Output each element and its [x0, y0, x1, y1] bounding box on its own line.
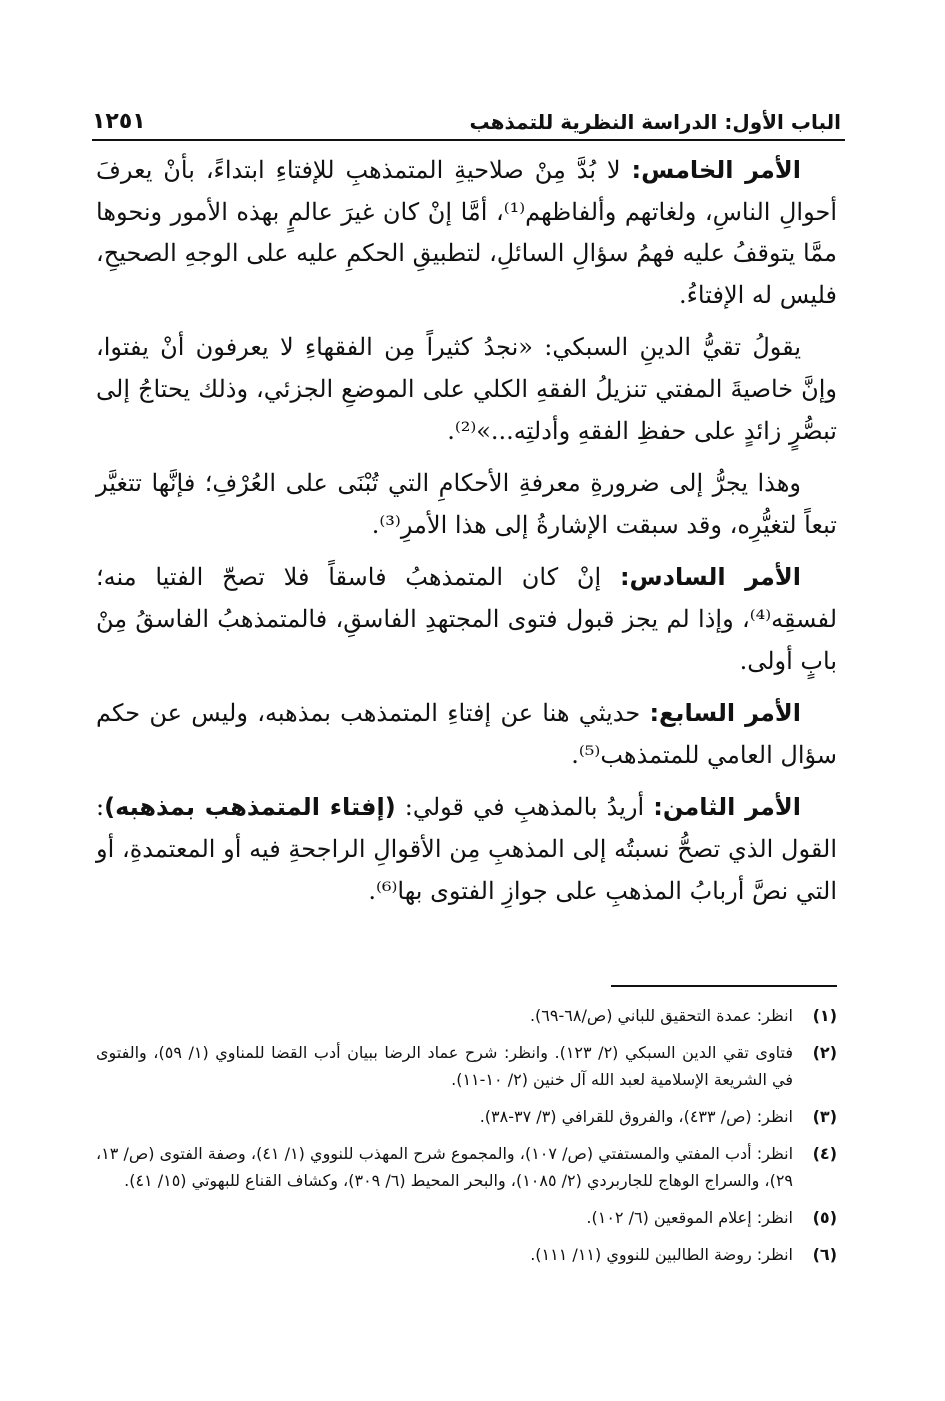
paragraph: [96, 327, 837, 452]
main-text: [96, 150, 837, 923]
paragraph-lead: الأمر السابع:: [649, 699, 801, 728]
paragraph-text: لا بُدَّ مِنْ صلاحيةِ المتمذهبِ للإفتاءِ ابتداءً، بأنْ يعرفَ أحوالِ الناسِ، ولغاتهم وألفاظهم⁽¹⁾، أمَّا إنْ كان غيرَ عالمٍ بهذه الأمور ونحوها ممَّا يتوقفُ عليه فهمُ سؤالِ السائلِ، لتطبيقِ الحكمِ عليه على الوجهِ الصحيحِ، فليس له الإفتاءُ.: [96, 156, 837, 309]
footnote-number: (٢): [812, 1043, 837, 1062]
paragraph: [96, 787, 837, 912]
paragraph-lead: الأمر الثامن:: [653, 793, 801, 822]
footnote: [96, 1002, 837, 1029]
footnote-divider: [611, 985, 837, 987]
paragraph-text: حديثي هنا عن إفتاءِ المتمذهب بمذهبه، وليس عن حكم سؤال العامي للمتمذهب⁽⁵⁾.: [96, 699, 837, 769]
paragraph-text: إنْ كان المتمذهبُ فاسقاً فلا تصحّ الفتيا منه؛ لفسقِه⁽⁴⁾، وإذا لم يجز قبول فتوى المجتهدِ الفاسقِ، فالمتمذهبُ الفاسقُ مِنْ بابٍ أولى.: [96, 563, 837, 675]
footnote: [96, 1039, 837, 1093]
paragraph-lead: الأمر السادس:: [619, 563, 801, 592]
footnote-text: فتاوى تقي الدين السبكي (٢/ ١٢٣). وانظر: شرح عماد الرضا ببيان أدب القضا للمناوي (١/ ٥٩)، والفتوى في الشريعة الإسلامية لعبد الله آل خنين (٢/ ١٠-١١).: [96, 1043, 794, 1089]
header-divider: [92, 139, 845, 141]
paragraph-lead: الأمر الخامس:: [631, 156, 801, 184]
paragraph-text: وهذا يجرُّ إلى ضرورةِ معرفةِ الأحكامِ التي تُبْنَى على العُرْفِ؛ فإنَّها تتغيَّر تبعاً لتغيُّرِه، وقد سبقت الإشارةُ إلى هذا الأمرِ⁽³⁾.: [96, 469, 837, 539]
chapter-title: الباب الأول: الدراسة النظرية للتمذهب: [469, 110, 841, 134]
paragraph-text: : القول الذي تصحُّ نسبتُه إلى المذهبِ مِن الأقوالِ الراجحةِ فيه أو المعتمدةِ، أو التي نصَّ أربابُ المذهبِ على جوازِ الفتوى بها⁽⁶⁾.: [96, 793, 837, 905]
footnote-number: (١): [812, 1006, 837, 1025]
footnote-text: انظر: إعلام الموقعين (٦/ ١٠٢).: [586, 1208, 793, 1227]
footnote: [96, 1103, 837, 1130]
paragraph: [96, 557, 837, 682]
footnote-text: انظر: روضة الطالبين للنووي (١١/ ١١١).: [530, 1245, 793, 1264]
footnote: [96, 1140, 837, 1194]
paragraph: [96, 150, 837, 316]
footnote: [96, 1241, 837, 1268]
footnote: [96, 1204, 837, 1231]
paragraph-text: أريدُ بالمذهبِ في قولي:: [395, 793, 645, 822]
footnote-text: انظر: (ص/ ٤٣٣)، والفروق للقرافي (٣/ ٣٧-٣٨).: [479, 1107, 793, 1126]
footnote-text: انظر: أدب المفتي والمستفتي (ص/ ١٠٧)، والمجموع شرح المهذب للنووي (١/ ٤١)، وصفة الفتوى (ص/ ١٣، ٢٩)، والسراج الوهاج للجاربردي (٢/ ١٠٨٥)، والبحر المحيط (٦/ ٣٠٩)، وكشاف القناع للبهوتي (١٥/ ٤١).: [96, 1144, 794, 1190]
footnotes: [96, 1002, 837, 1278]
footnote-text: انظر: عمدة التحقيق للباني (ص/٦٨-٦٩).: [529, 1006, 793, 1025]
running-header: [92, 96, 841, 134]
footnote-number: (٣): [812, 1107, 837, 1126]
footnote-number: (٦): [812, 1245, 837, 1264]
paragraph: [96, 693, 837, 776]
paragraph: [96, 463, 837, 546]
footnote-number: (٤): [812, 1144, 837, 1163]
bold-phrase: (إفتاء المتمذهب بمذهبه): [104, 793, 396, 822]
footnote-number: (٥): [812, 1208, 837, 1227]
paragraph-text: يقولُ تقيُّ الدينِ السبكي: «نجدُ كثيراً مِن الفقهاءِ لا يعرفون أنْ يفتوا، وإنَّ خاصيةَ المفتي تنزيلُ الفقهِ الكلي على الموضعِ الجزئي، وذلك يحتاجُ إلى تبصُّرٍ زائدٍ على حفظِ الفقهِ وأدلتِه...»⁽²⁾.: [96, 333, 837, 445]
page-number: ١٢٥١: [92, 109, 146, 134]
